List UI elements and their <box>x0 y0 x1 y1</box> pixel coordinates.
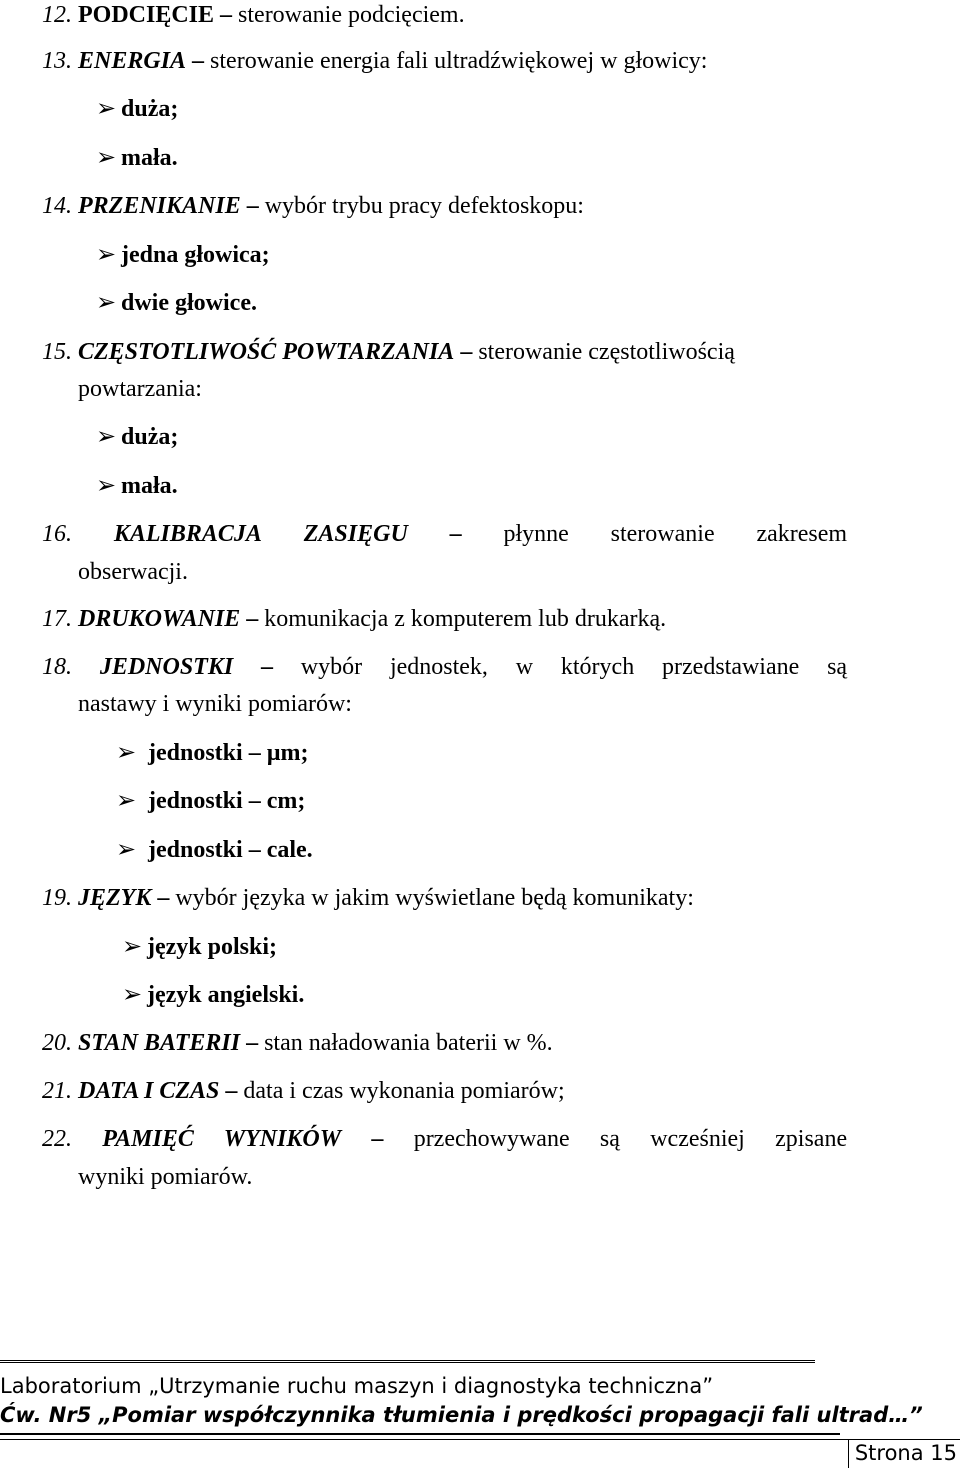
item-term: PAMIĘĆ WYNIKÓW <box>102 1126 342 1152</box>
bullet-item <box>96 94 847 124</box>
bullet-item <box>116 786 847 816</box>
item-dash: – <box>371 1126 384 1152</box>
page-number: Strona 15 <box>854 1441 957 1465</box>
item-term: CZĘSTOTLIWOŚĆ POWTARZANIA <box>78 339 455 365</box>
footer-exercise-title: Ćw. Nr5 „Pomiar współczynnika tłumienia i prędkości propagacji fali ultrad…” <box>0 1403 923 1427</box>
item-number: 13. <box>42 48 72 74</box>
item-12 <box>42 0 847 30</box>
item-term: JEDNOSTKI <box>99 654 234 680</box>
item-number: 17. <box>42 606 72 632</box>
bullet-text: mała. <box>121 473 178 499</box>
arrow-bullet-icon: ➢ <box>96 145 117 171</box>
item-21 <box>42 1076 847 1106</box>
footer-underline <box>0 1433 840 1435</box>
bullet-text: dwie głowice. <box>121 290 257 316</box>
item-continuation <box>78 1162 847 1192</box>
arrow-bullet-icon: ➢ <box>116 788 137 814</box>
item-dash: – <box>260 654 273 680</box>
bullet-item <box>96 471 847 501</box>
item-number: 18. <box>42 654 72 680</box>
item-continuation <box>78 689 847 719</box>
item-word: płynne <box>503 521 569 547</box>
arrow-bullet-icon: ➢ <box>96 424 117 450</box>
item-description: data i czas wykonania pomiarów; <box>243 1078 565 1104</box>
arrow-bullet-icon: ➢ <box>122 934 143 960</box>
item-number: 22. <box>42 1126 72 1152</box>
bullet-item <box>96 288 847 318</box>
item-term: ZASIĘGU <box>303 521 408 547</box>
item-description: wybór języka w jakim wyświetlane będą komunikaty: <box>175 885 694 911</box>
bullet-item <box>122 932 847 962</box>
arrow-bullet-icon: ➢ <box>96 473 117 499</box>
item-word: których <box>560 654 635 680</box>
item-description: komunikacja z komputerem lub drukarką. <box>264 606 667 632</box>
item-word: przechowywane <box>413 1126 570 1152</box>
item-term: DRUKOWANIE <box>78 606 241 632</box>
bullet-text: duża; <box>121 424 179 450</box>
item-term: ENERGIA <box>78 48 187 74</box>
item-14 <box>42 191 847 221</box>
arrow-bullet-icon: ➢ <box>96 242 117 268</box>
item-20 <box>42 1028 847 1058</box>
item-number: 16. <box>42 521 72 547</box>
item-word: zpisane <box>775 1126 848 1152</box>
continuation-text: wyniki pomiarów. <box>78 1164 253 1190</box>
item-description: stan naładowania baterii w %. <box>264 1030 553 1056</box>
item-dash: – <box>225 1078 238 1104</box>
continuation-text: nastawy i wyniki pomiarów: <box>78 691 352 717</box>
arrow-bullet-icon: ➢ <box>96 290 117 316</box>
item-term: KALIBRACJA <box>113 521 262 547</box>
item-15 <box>42 337 847 367</box>
bullet-text: język angielski. <box>147 982 305 1008</box>
item-term: STAN BATERII <box>78 1030 241 1056</box>
item-word: wybór <box>300 654 363 680</box>
item-description: sterowanie energia fali ultradźwiękowej w głowicy: <box>210 48 708 74</box>
item-16 <box>42 519 847 549</box>
item-18 <box>42 652 847 682</box>
item-description: sterowanie częstotliwością <box>478 339 735 365</box>
bullet-text: duża; <box>121 96 179 122</box>
item-dash: – <box>220 2 233 28</box>
item-word: wcześniej <box>650 1126 745 1152</box>
item-13 <box>42 46 847 76</box>
item-dash: – <box>246 1030 259 1056</box>
item-description: sterowanie podcięciem. <box>238 2 465 28</box>
bullet-text: jednostki – cale. <box>148 837 313 863</box>
item-22 <box>42 1124 847 1154</box>
arrow-bullet-icon: ➢ <box>116 740 137 766</box>
item-word: zakresem <box>756 521 848 547</box>
item-continuation <box>78 557 847 587</box>
bullet-item <box>96 240 847 270</box>
item-description: wybór trybu pracy defektoskopu: <box>264 193 584 219</box>
item-word: przedstawiane <box>662 654 800 680</box>
item-dash: – <box>157 885 170 911</box>
bullet-text: jedna głowica; <box>121 242 270 268</box>
bullet-text: język polski; <box>147 934 278 960</box>
arrow-bullet-icon: ➢ <box>96 96 117 122</box>
item-term: DATA I CZAS <box>78 1078 220 1104</box>
bullet-item <box>96 143 847 173</box>
item-dash: – <box>246 606 259 632</box>
item-dash: – <box>460 339 473 365</box>
arrow-bullet-icon: ➢ <box>122 982 143 1008</box>
item-word: w <box>515 654 534 680</box>
item-number: 21. <box>42 1078 72 1104</box>
bullet-item <box>116 738 847 768</box>
arrow-bullet-icon: ➢ <box>116 837 137 863</box>
footer-course-title: Laboratorium „Utrzymanie ruchu maszyn i diagnostyka techniczna” <box>0 1374 714 1398</box>
item-word: są <box>599 1126 620 1152</box>
item-dash: – <box>246 193 259 219</box>
continuation-text: obserwacji. <box>78 559 188 585</box>
item-dash: – <box>192 48 205 74</box>
item-number: 14. <box>42 193 72 219</box>
item-19 <box>42 883 847 913</box>
item-word: sterowanie <box>610 521 715 547</box>
item-term: JĘZYK <box>78 885 152 911</box>
bullet-text: jednostki – µm; <box>148 740 309 766</box>
bullet-item <box>116 835 847 865</box>
bullet-text: mała. <box>121 145 178 171</box>
item-continuation <box>78 374 847 404</box>
item-term: PRZENIKANIE <box>78 193 241 219</box>
footer-double-rule <box>0 1360 815 1363</box>
item-number: 20. <box>42 1030 72 1056</box>
item-word: jednostek, <box>389 654 488 680</box>
item-number: 19. <box>42 885 72 911</box>
page-number-rule <box>0 1439 960 1440</box>
item-17 <box>42 604 847 634</box>
bullet-item <box>122 980 847 1010</box>
item-dash: – <box>449 521 462 547</box>
item-number: 15. <box>42 339 72 365</box>
bullet-text: jednostki – cm; <box>148 788 306 814</box>
continuation-text: powtarzania: <box>78 376 202 402</box>
item-term: PODCIĘCIE <box>78 2 215 28</box>
item-word: są <box>827 654 848 680</box>
item-number: 12. <box>42 2 72 28</box>
bullet-item <box>96 422 847 452</box>
